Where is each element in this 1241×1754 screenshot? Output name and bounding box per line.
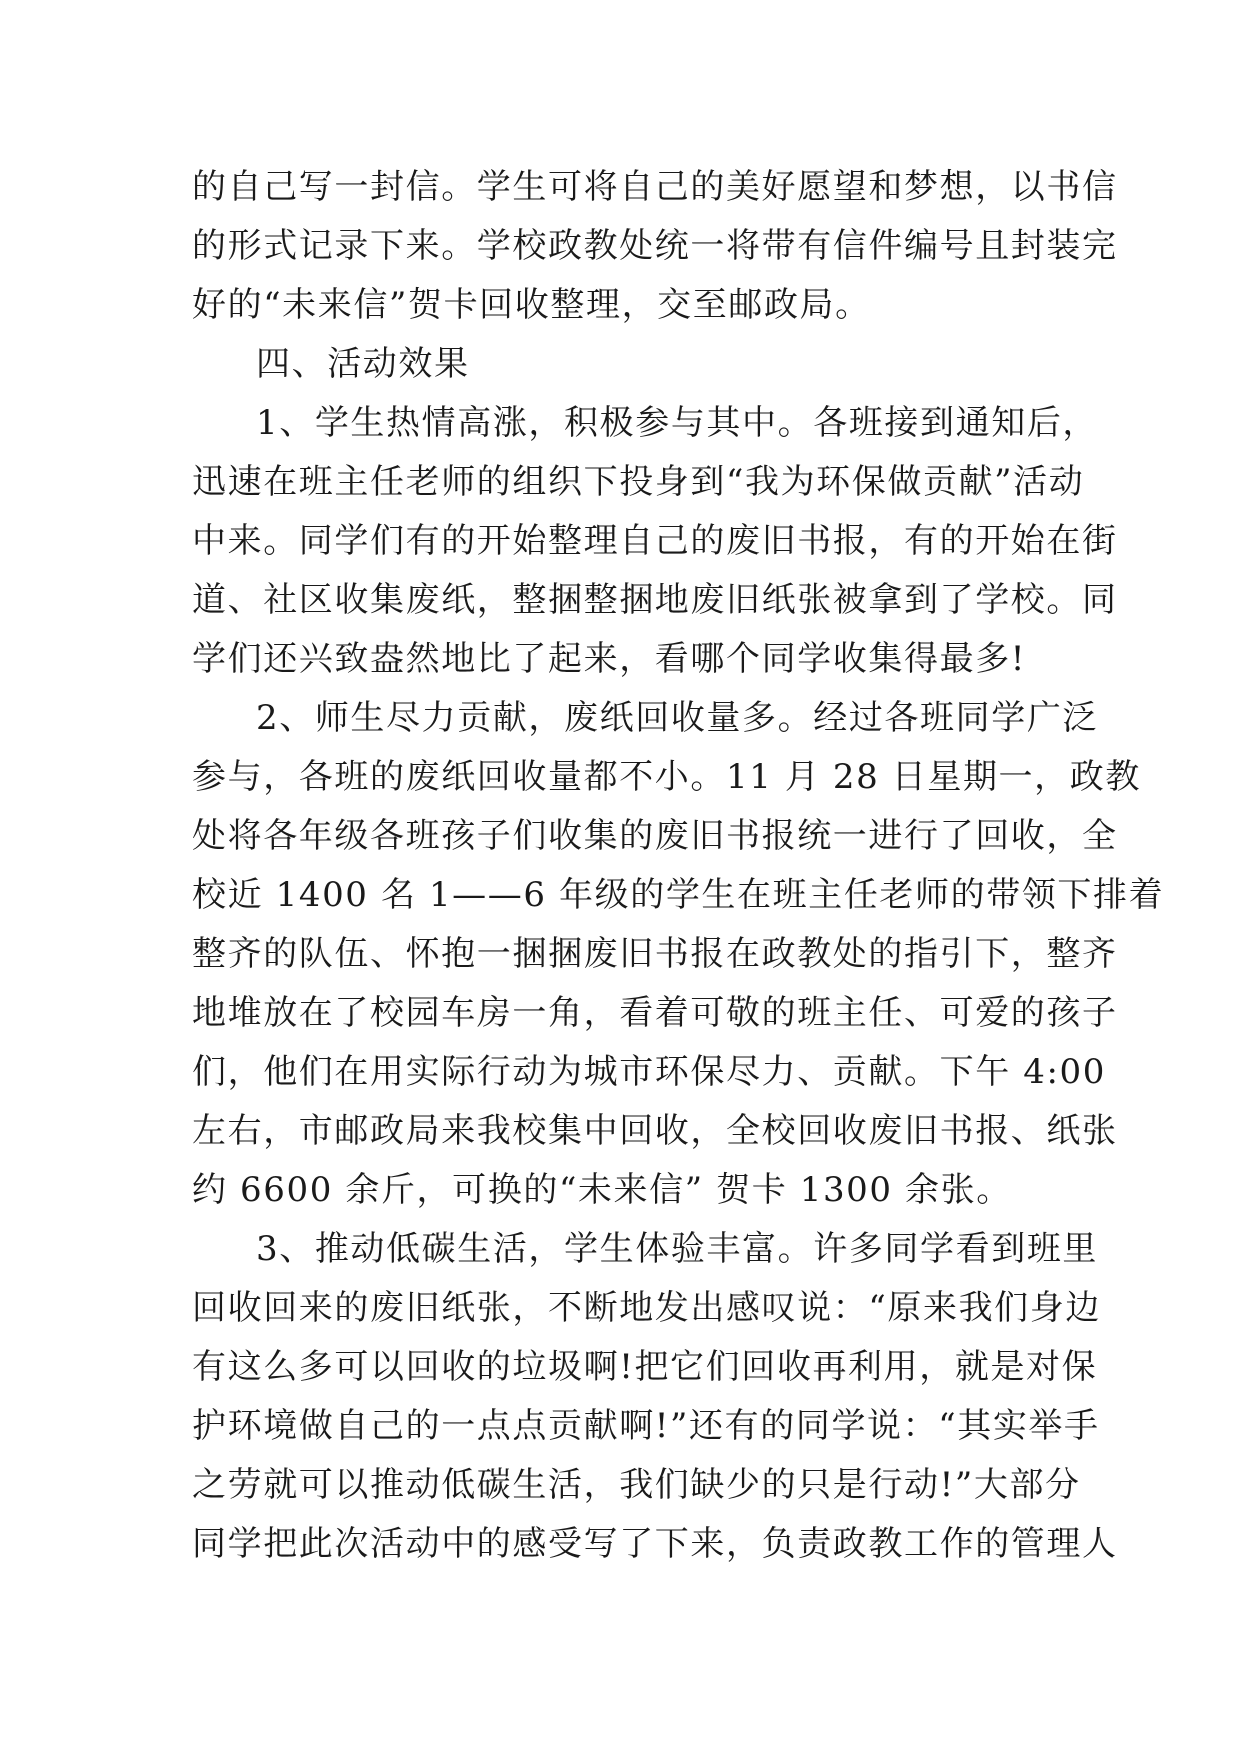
text-line: 学们还兴致盎然地比了起来，看哪个同学收集得最多! <box>192 639 1027 679</box>
text-line: 同学把此次活动中的感受写了下来，负责政教工作的管理人 <box>192 1524 1118 1564</box>
text-line: 有这么多可以回收的垃圾啊!把它们回收再利用，就是对保 <box>192 1347 1098 1387</box>
text-line: 左右，市邮政局来我校集中回收，全校回收废旧书报、纸张 <box>192 1111 1118 1151</box>
text-line: 好的“未来信”贺卡回收整理，交至邮政局。 <box>192 285 871 325</box>
text-line: 参与，各班的废纸回收量都不小。11 月 28 日星期一，政教 <box>192 757 1141 797</box>
text-line: 的形式记录下来。学校政教处统一将带有信件编号且封装完 <box>192 226 1118 266</box>
text-line: 的自己写一封信。学生可将自己的美好愿望和梦想，以书信 <box>192 167 1118 207</box>
text-line: 道、社区收集废纸，整捆整捆地废旧纸张被拿到了学校。同 <box>192 580 1118 620</box>
text-line: 约 6600 余斤，可换的“未来信” 贺卡 1300 余张。 <box>192 1170 1012 1210</box>
text-line: 校近 1400 名 1——6 年级的学生在班主任老师的带领下排着 <box>192 875 1165 915</box>
text-line: 地堆放在了校园车房一角，看着可敬的班主任、可爱的孩子 <box>192 993 1118 1033</box>
text-line: 整齐的队伍、怀抱一捆捆废旧书报在政教处的指引下，整齐 <box>192 934 1118 974</box>
text-line: 护环境做自己的一点点贡献啊!”还有的同学说：“其实举手 <box>192 1406 1100 1446</box>
paragraph-first-line: 1、学生热情高涨，积极参与其中。各班接到通知后， <box>256 403 1099 443</box>
text-line: 处将各年级各班孩子们收集的废旧书报统一进行了回收，全 <box>192 816 1118 856</box>
text-line: 们，他们在用实际行动为城市环保尽力、贡献。下午 4:00 <box>192 1052 1106 1092</box>
text-line: 迅速在班主任老师的组织下投身到“我为环保做贡献”活动 <box>192 462 1085 502</box>
paragraph-first-line: 四、活动效果 <box>256 344 470 384</box>
paragraph-first-line: 3、推动低碳生活，学生体验丰富。许多同学看到班里 <box>256 1229 1099 1269</box>
paragraph-first-line: 2、师生尽力贡献，废纸回收量多。经过各班同学广泛 <box>256 698 1099 738</box>
text-line: 回收回来的废旧纸张，不断地发出感叹说：“原来我们身边 <box>192 1288 1101 1328</box>
body-text <box>192 158 1165 1574</box>
text-line: 中来。同学们有的开始整理自己的废旧书报，有的开始在街 <box>192 521 1118 561</box>
text-line: 之劳就可以推动低碳生活，我们缺少的只是行动!”大部分 <box>192 1465 1081 1505</box>
